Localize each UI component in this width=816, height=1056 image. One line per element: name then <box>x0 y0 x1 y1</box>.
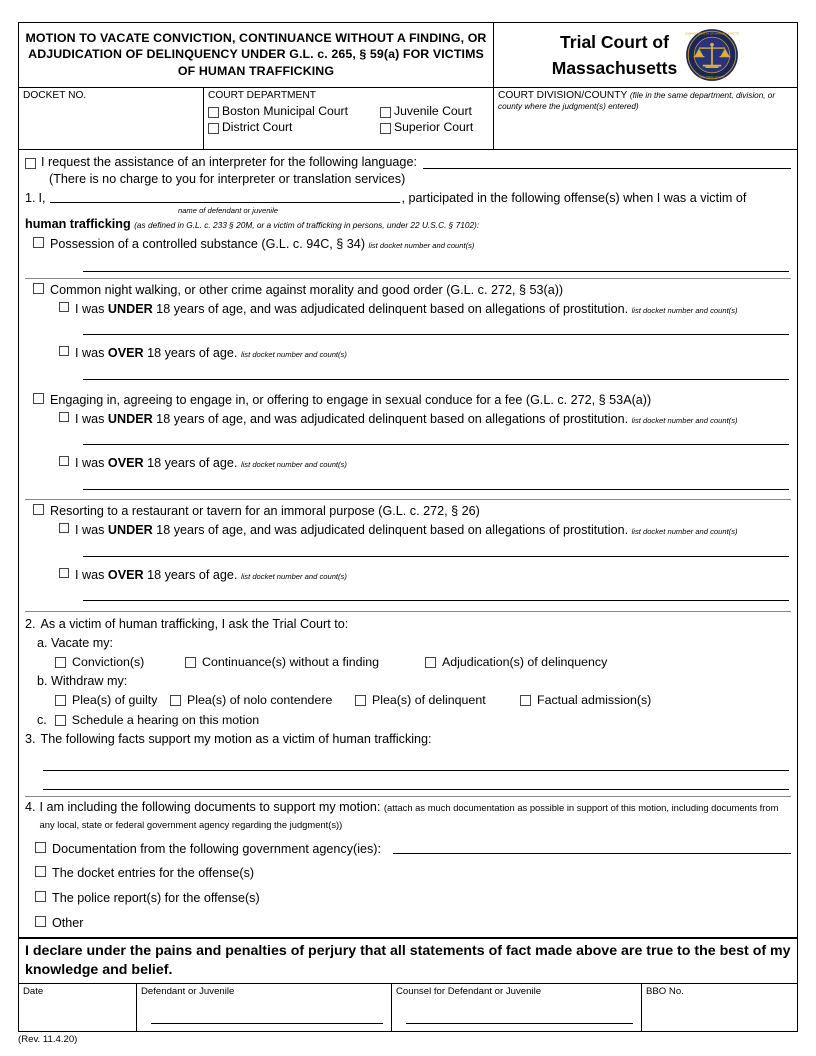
offense-sexual-conduct-fee <box>25 392 791 490</box>
dept-option-superior-court[interactable] <box>380 120 489 134</box>
under18-pre: I was <box>75 522 108 537</box>
option-schedule-hearing[interactable] <box>55 713 259 727</box>
doc-option-government-agency <box>25 841 791 858</box>
option-label: Continuance(s) without a finding <box>202 654 380 669</box>
dept-option-juvenile-court[interactable] <box>380 104 489 118</box>
offense-possession <box>25 236 791 272</box>
defendant-name-input[interactable] <box>50 202 400 203</box>
over18-post: 18 years of age. <box>143 456 238 471</box>
court-division-county-field[interactable] <box>494 88 797 149</box>
dept-option-boston-municipal-court[interactable] <box>208 104 380 118</box>
bbo-no-label: BBO No. <box>646 986 684 998</box>
over18-pre: I was <box>75 456 108 471</box>
over18-bold: OVER <box>107 346 144 361</box>
option-withdraw-delinquent-plea[interactable] <box>355 693 520 707</box>
checkbox-district-court[interactable] <box>208 123 219 134</box>
item-3-input-line-2[interactable] <box>43 789 789 790</box>
offense-resorting-under18 <box>25 522 791 539</box>
option-label: Adjudication(s) of delinquency <box>442 654 608 669</box>
doc-option-docket-entries <box>25 865 791 882</box>
night-walking-over18-input[interactable] <box>83 379 789 380</box>
option-vacate-conviction[interactable] <box>55 655 185 669</box>
checkbox-withdraw-factual-admission[interactable] <box>520 695 531 706</box>
item-3-number: 3. <box>25 732 36 747</box>
offense-night-walking-over18 <box>25 345 791 362</box>
item-1-lead: I, <box>38 190 46 205</box>
option-label: Plea(s) of guilty <box>72 692 158 707</box>
over18-post: 18 years of age. <box>143 346 238 361</box>
counsel-signature-field[interactable] <box>392 984 642 1031</box>
checkbox-juvenile-court[interactable] <box>380 107 391 118</box>
under18-pre: I was <box>75 301 108 316</box>
under18-post: 18 years of age, and was adjudicated delinquent based on allegations of prostitution. <box>152 522 629 537</box>
option-withdraw-guilty-plea[interactable] <box>55 693 170 707</box>
offense-possession-hint: list docket number and count(s) <box>368 241 475 251</box>
declaration-statement: I declare under the pains and penalties of perjury that all statements of fact made above are true to the best of my knowledge and belief. <box>18 938 798 984</box>
under18-post: 18 years of age, and was adjudicated delinquent based on allegations of prostitution. <box>152 301 629 316</box>
under18-hint: list docket number and count(s) <box>631 526 738 536</box>
court-division-label: COURT DIVISION/COUNTY <box>498 90 628 102</box>
under18-bold: UNDER <box>107 301 153 316</box>
date-label: Date <box>23 986 44 998</box>
court-division-note: (file in the same department, division, or county where the judgment(s) entered) <box>498 91 776 112</box>
court-name-line1: Trial Court of <box>560 31 669 52</box>
over18-pre: I was <box>75 567 108 582</box>
item-1 <box>25 190 791 233</box>
checkbox-interpreter-request[interactable] <box>25 158 36 169</box>
checkbox-withdraw-delinquent-plea[interactable] <box>355 695 366 706</box>
section-divider <box>25 499 791 500</box>
court-department-label: COURT DEPARTMENT <box>208 90 316 102</box>
counsel-signature-label: Counsel for Defendant or Juvenile <box>396 986 542 998</box>
checkbox-boston-municipal-court[interactable] <box>208 107 219 118</box>
checkbox-offense-possession[interactable] <box>33 237 44 248</box>
form-title: MOTION TO VACATE CONVICTION, CONTINUANCE WITHOUT A FINDING, OR ADJUDICATION OF DELINQUENCY UNDER G.L. c. 265, § 59(a) FOR VICTIMS OF HUMAN TRAFFICKING <box>19 23 494 87</box>
under18-pre: I was <box>75 411 108 426</box>
section-divider <box>25 796 791 797</box>
sexual-conduct-under18-input[interactable] <box>83 444 789 445</box>
item-2b-label: b. Withdraw my: <box>37 673 128 688</box>
under18-bold: UNDER <box>107 411 153 426</box>
checkbox-doc-docket-entries[interactable] <box>35 866 46 877</box>
item-2c-row <box>25 712 791 729</box>
night-walking-under18-input[interactable] <box>83 334 789 335</box>
option-vacate-cwof[interactable] <box>185 655 425 669</box>
item-2a-label: a. Vacate my: <box>37 636 114 651</box>
option-withdraw-nolo-plea[interactable] <box>170 693 355 707</box>
counsel-signature-line[interactable] <box>406 1023 633 1024</box>
dept-option-label: Juvenile Court <box>394 104 472 119</box>
option-label: Plea(s) of nolo contendere <box>187 692 333 707</box>
doc-option-label: Documentation from the following government agency(ies): <box>52 841 381 856</box>
checkbox-resorting-over18[interactable] <box>59 568 69 578</box>
court-name-line2: Massachusetts <box>551 58 678 79</box>
doc-option-label: The police report(s) for the offense(s) <box>52 891 260 906</box>
checkbox-sexual-conduct-over18[interactable] <box>59 456 69 466</box>
defendant-name-caption: name of defendant or juvenile <box>177 206 279 216</box>
defendant-signature-line[interactable] <box>151 1023 383 1024</box>
government-agency-input[interactable] <box>393 853 791 854</box>
checkbox-offense-sexual-conduct-fee[interactable] <box>33 393 44 404</box>
docket-department-row <box>18 88 798 150</box>
revision-footer: (Rev. 11.4.20) <box>18 1034 78 1046</box>
section-divider <box>25 611 791 612</box>
court-department-field <box>204 88 494 149</box>
checkbox-vacate-cwof[interactable] <box>185 657 196 668</box>
court-department-options <box>208 104 489 134</box>
court-seal-icon <box>685 28 739 82</box>
option-label: Plea(s) of delinquent <box>372 692 486 707</box>
checkbox-offense-night-walking[interactable] <box>33 283 44 294</box>
item-2-lead: As a victim of human trafficking, I ask the Trial Court to: <box>40 617 349 632</box>
signature-row <box>18 984 798 1032</box>
item-3-lead: The following facts support my motion as a victim of human trafficking: <box>40 732 432 747</box>
item-1-number: 1. <box>25 190 36 205</box>
checkbox-schedule-hearing[interactable] <box>55 715 66 726</box>
option-label: Schedule a hearing on this motion <box>71 712 260 727</box>
offense-sexual-conduct-over18 <box>25 455 791 472</box>
doc-option-police-reports <box>25 890 791 907</box>
option-label: Factual admission(s) <box>537 692 652 707</box>
checkbox-withdraw-nolo-plea[interactable] <box>170 695 181 706</box>
item-2-number: 2. <box>25 617 36 632</box>
option-withdraw-factual-admission[interactable] <box>520 693 651 707</box>
interpreter-request-label: I request the assistance of an interpreter for the following language: <box>41 155 417 170</box>
date-field[interactable] <box>19 984 137 1031</box>
option-vacate-adjudication[interactable] <box>425 655 607 669</box>
over18-pre: I was <box>75 346 108 361</box>
dept-option-district-court[interactable] <box>208 120 380 134</box>
court-name <box>552 29 677 82</box>
checkbox-vacate-conviction[interactable] <box>55 657 66 668</box>
over18-bold: OVER <box>107 456 144 471</box>
offense-sexual-conduct-under18 <box>25 411 791 428</box>
item-4-note: (attach as much documentation as possible in support of this motion, including documents from any local, state or federal government agency regarding the judgment(s)) <box>39 802 779 830</box>
checkbox-sexual-conduct-under18[interactable] <box>59 412 69 422</box>
offense-night-walking-label: Common night walking, or other crime against morality and good order (G.L. c. 272, § 53(a)) <box>50 282 564 297</box>
checkbox-night-walking-under18[interactable] <box>59 302 69 312</box>
form-page <box>18 22 798 1045</box>
over18-post: 18 years of age. <box>143 567 238 582</box>
svg-text:THE TRIAL COURT: THE TRIAL COURT <box>699 75 725 80</box>
dept-option-label: Superior Court <box>394 120 474 135</box>
over18-hint: list docket number and count(s) <box>240 460 347 470</box>
section-divider <box>25 278 791 279</box>
offense-night-walking <box>25 282 791 380</box>
item-4 <box>25 799 791 931</box>
checkbox-superior-court[interactable] <box>380 123 391 134</box>
checkbox-offense-resorting[interactable] <box>33 504 44 515</box>
over18-bold: OVER <box>107 567 144 582</box>
sexual-conduct-over18-input[interactable] <box>83 489 789 490</box>
checkbox-doc-police-reports[interactable] <box>35 891 46 902</box>
checkbox-resorting-under18[interactable] <box>59 523 69 533</box>
over18-hint: list docket number and count(s) <box>240 350 347 360</box>
doc-option-other <box>25 915 791 932</box>
docket-no-field[interactable] <box>19 88 204 149</box>
item-3-input-line-1[interactable] <box>43 770 789 771</box>
under18-hint: list docket number and count(s) <box>631 305 738 315</box>
form-body <box>18 150 798 938</box>
item-2 <box>25 616 791 728</box>
under18-post: 18 years of age, and was adjudicated delinquent based on allegations of prostitution. <box>152 411 629 426</box>
checkbox-withdraw-guilty-plea[interactable] <box>55 695 66 706</box>
dept-option-label: Boston Municipal Court <box>222 104 348 119</box>
offense-resorting-label: Resorting to a restaurant or tavern for an immoral purpose (G.L. c. 272, § 26) <box>50 504 480 519</box>
interpreter-request-block <box>25 154 791 187</box>
resorting-over18-input[interactable] <box>83 600 789 601</box>
checkbox-doc-government-agency[interactable] <box>35 842 46 853</box>
offense-sexual-conduct-fee-label: Engaging in, agreeing to engage in, or offering to engage in sexual conduce for a fee (G.L. c. 272, § 53A(a)) <box>50 393 652 407</box>
item-4-number: 4. <box>25 800 36 815</box>
form-header <box>18 22 798 88</box>
docket-no-label: DOCKET NO. <box>23 90 87 102</box>
item-4-lead: I am including the following documents to support my motion: <box>39 800 381 815</box>
interpreter-language-input[interactable] <box>423 168 791 169</box>
bbo-no-field[interactable] <box>642 984 797 1031</box>
resorting-under18-input[interactable] <box>83 556 789 557</box>
offense-resorting <box>25 503 791 601</box>
item-1-line2-note: (as defined in G.L. c. 233 § 20M, or a victim of trafficking in persons, under 22 U.S.C. § 7102): <box>134 220 480 231</box>
item-2c-letter: c. <box>37 712 47 727</box>
offense-night-walking-under18 <box>25 301 791 318</box>
item-2a-options <box>25 655 791 669</box>
item-3 <box>25 731 791 790</box>
item-1-after-name: , participated in the following offense(s) when I was a victim of <box>401 190 747 205</box>
under18-hint: list docket number and count(s) <box>631 415 738 425</box>
offense-possession-label: Possession of a controlled substance (G.L. c. 94C, § 34) <box>50 237 366 252</box>
offense-resorting-over18 <box>25 567 791 584</box>
under18-bold: UNDER <box>107 522 153 537</box>
over18-hint: list docket number and count(s) <box>240 571 347 581</box>
doc-option-label: Other <box>52 915 84 930</box>
checkbox-doc-other[interactable] <box>35 916 46 927</box>
dept-option-label: District Court <box>222 120 293 135</box>
checkbox-vacate-adjudication[interactable] <box>425 657 436 668</box>
svg-text:COMMONWEALTH OF MASSACHUSETTS: COMMONWEALTH OF MASSACHUSETTS <box>685 31 740 36</box>
checkbox-night-walking-over18[interactable] <box>59 346 69 356</box>
defendant-signature-label: Defendant or Juvenile <box>141 986 235 998</box>
offense-possession-input[interactable] <box>83 271 789 272</box>
option-label: Conviction(s) <box>72 654 145 669</box>
interpreter-note: (There is no charge to you for interpreter or translation services) <box>49 171 406 186</box>
item-2b-options <box>25 693 791 707</box>
item-1-line2-bold: human trafficking <box>25 217 131 232</box>
defendant-signature-field[interactable] <box>137 984 392 1031</box>
doc-option-label: The docket entries for the offense(s) <box>52 866 255 881</box>
court-identity <box>494 23 797 87</box>
